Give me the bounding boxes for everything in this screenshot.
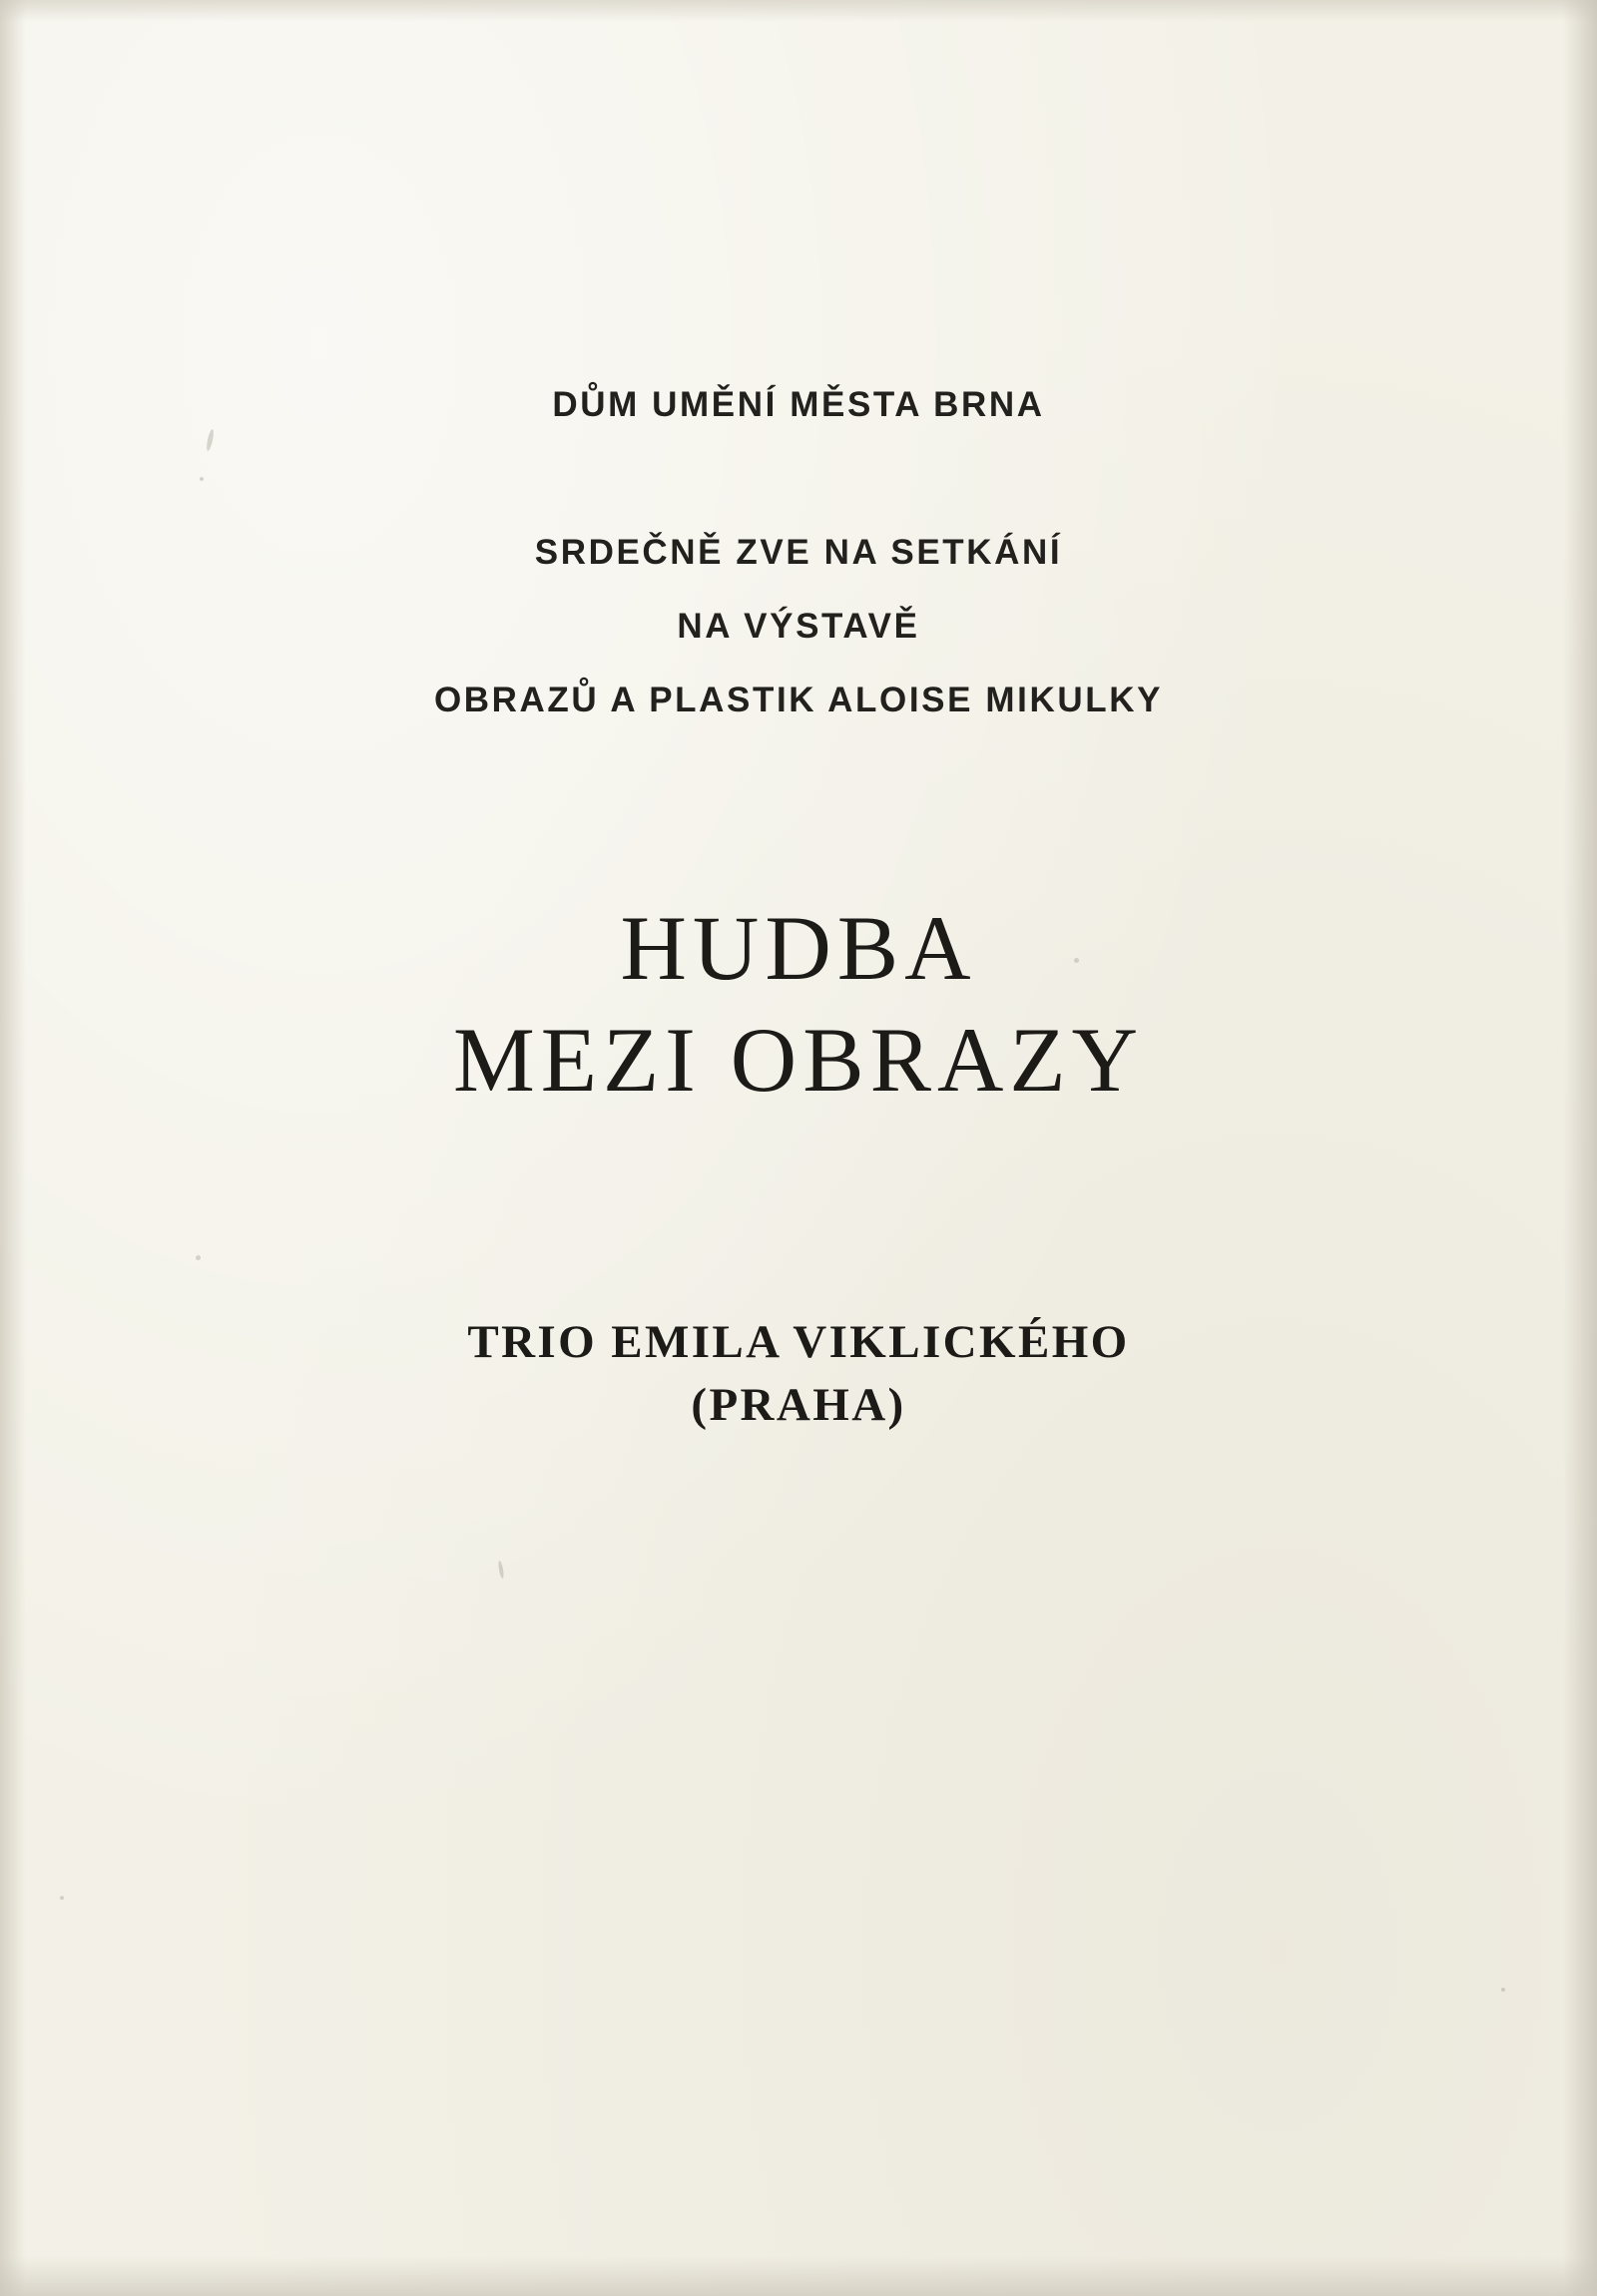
invitation-line-1: SRDEČNĚ ZVE NA SETKÁNÍ: [534, 533, 1063, 572]
paper-speck: [1501, 1988, 1505, 1992]
event-title-line-1: HUDBA: [620, 897, 977, 999]
invitation-line-3: OBRAZŮ A PLASTIK ALOISE MIKULKY: [433, 681, 1164, 719]
performer-name: TRIO EMILA VIKLICKÉHO: [467, 1316, 1130, 1369]
event-title-line-2: MEZI OBRAZY: [452, 1009, 1145, 1112]
event-title: [0, 892, 1597, 1116]
paper-edge-bottom: [0, 2256, 1597, 2296]
institution-name: DŮM UMĚNÍ MĚSTA BRNA: [552, 385, 1045, 424]
performer-credit: [0, 1311, 1597, 1435]
paper-speck: [60, 1896, 64, 1900]
paper-speck: [497, 1561, 504, 1579]
invitation-line-2: NA VÝSTAVĚ: [677, 607, 920, 646]
invitation-text: [0, 533, 1597, 720]
performer-city: (PRAHA): [691, 1378, 906, 1431]
